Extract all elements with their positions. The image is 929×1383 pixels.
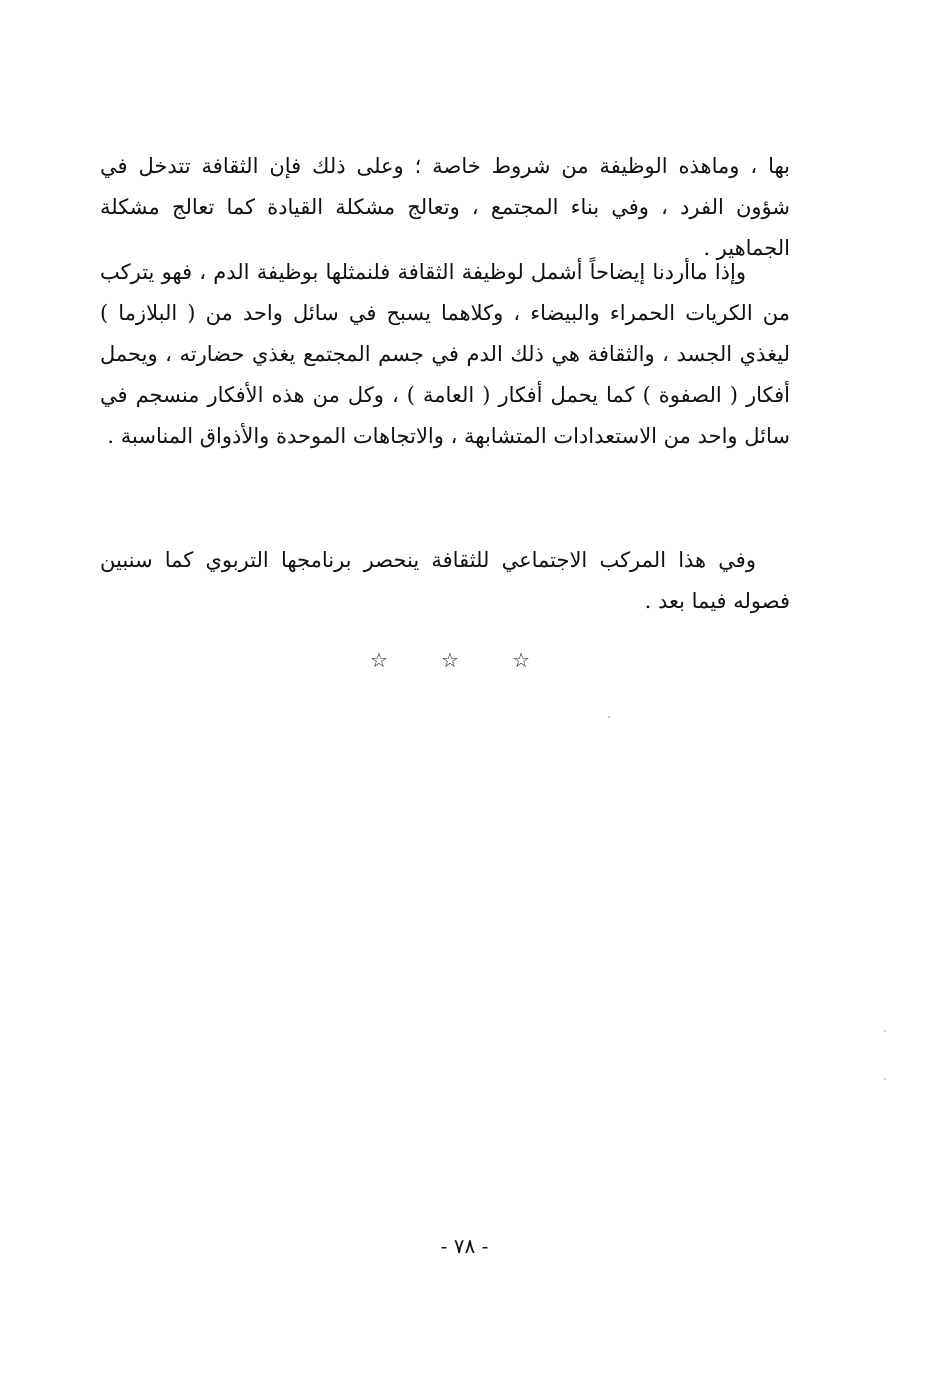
star-icon: ☆ (441, 648, 459, 672)
star-icon: ☆ (370, 648, 388, 672)
scan-speck (884, 1030, 886, 1032)
star-icon: ☆ (512, 648, 530, 672)
section-separator (370, 648, 530, 672)
scan-speck (608, 716, 610, 718)
page-number: - ٧٨ - (440, 1234, 489, 1258)
paragraph-3: وفي هذا المركب الاجتماعي للثقافة ينحصر برنامجها التربوي كما سنبين فصوله فيما بعد . (100, 548, 790, 613)
paragraph-1: بها ، وماهذه الوظيفة من شروط خاصة ؛ وعلى ذلك فإن الثقافة تتدخل في شؤون الفرد ، وفي بناء المجتمع ، وتعالج مشكلة القيادة كما تعالج مشكلة الجماهير . (100, 154, 790, 260)
scan-speck (884, 1078, 886, 1080)
paragraph-2: وإذا ماأردنا إيضاحاً أشمل لوظيفة الثقافة فلنمثلها بوظيفة الدم ، فهو يتركب من الكريات الحمراء والبيضاء ، وكلاهما يسبح في سائل واحد من ( البلازما ) ليغذي الجسد ، والثقافة هي ذلك الدم في جسم المجتمع يغذي حضارته ، ويحمل أفكار ( الصفوة ) كما يحمل أفكار ( العامة ) ، وكل من هذه الأفكار منسجم في سائل واحد من الاستعدادات المتشابهة ، والاتجاهات الموحدة والأذواق المناسبة . (100, 260, 790, 448)
